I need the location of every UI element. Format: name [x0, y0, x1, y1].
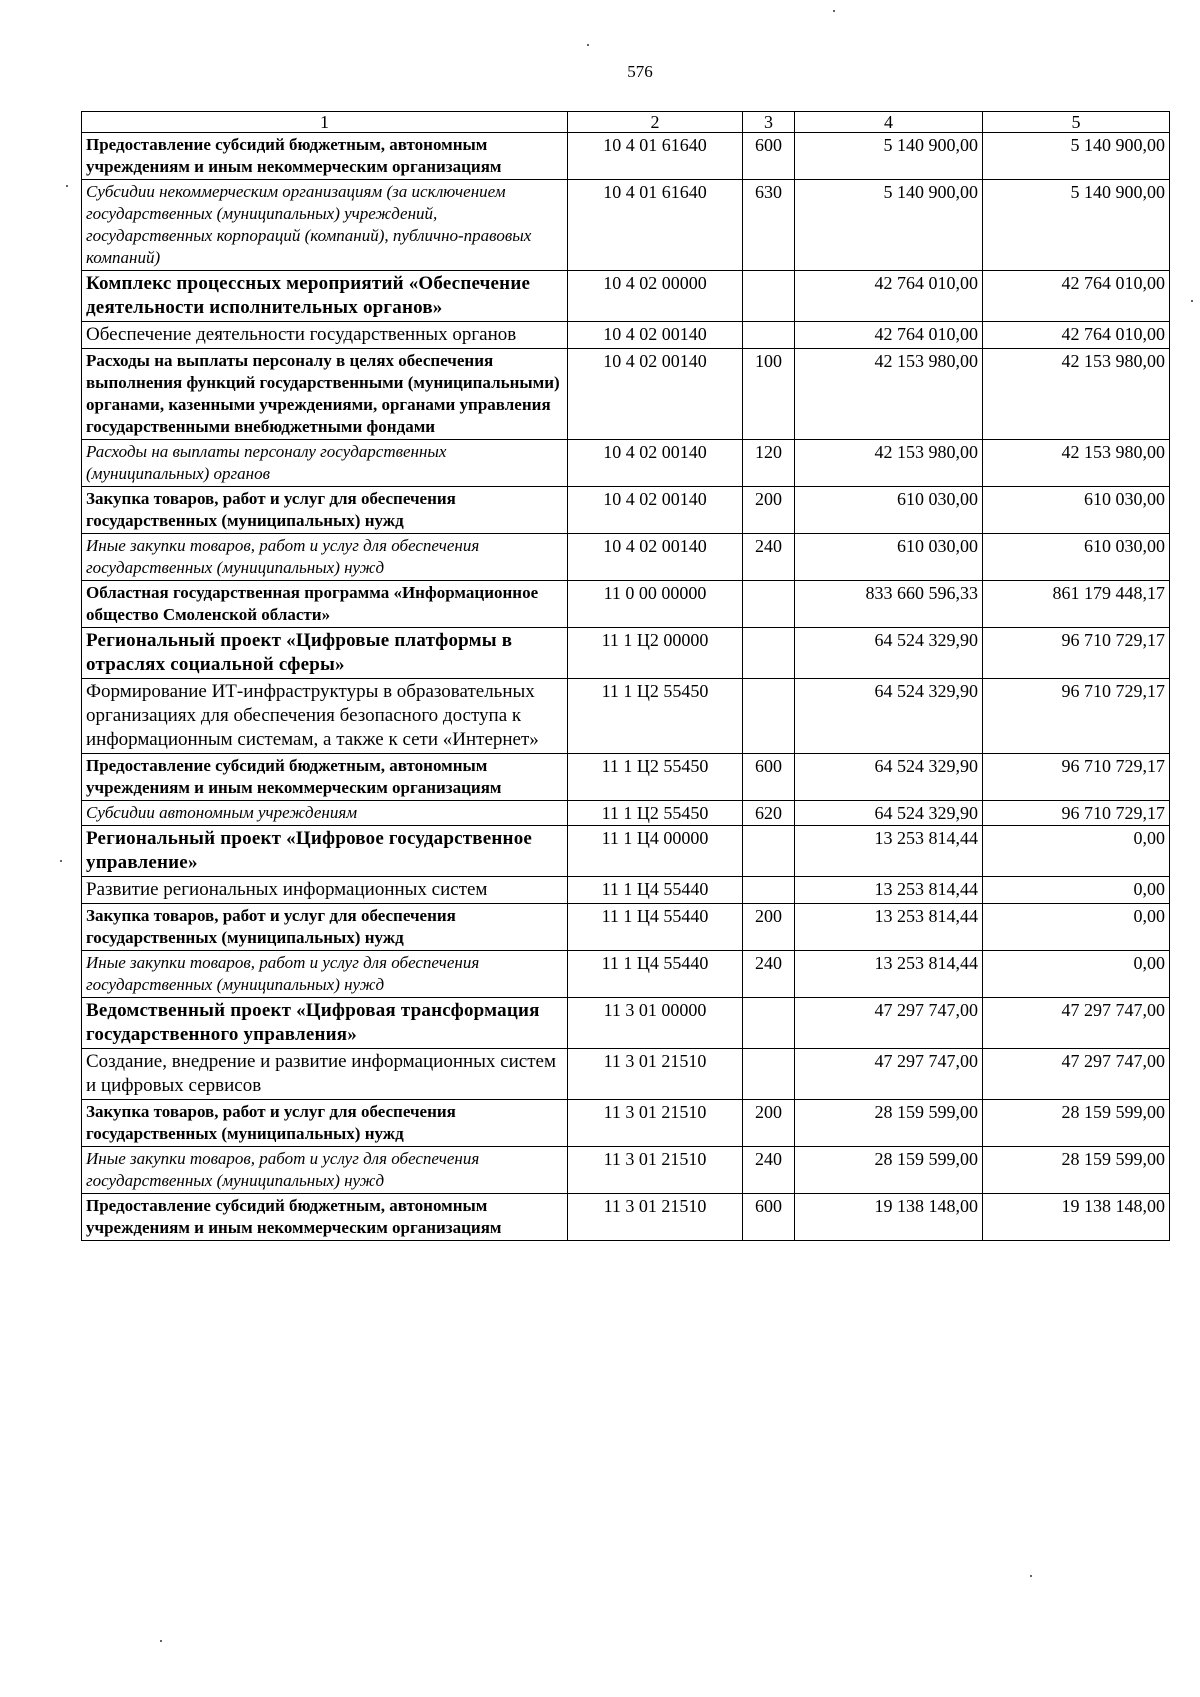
row-amount-4: 19 138 148,00 — [795, 1194, 983, 1241]
row-vr — [743, 322, 795, 349]
row-amount-5: 610 030,00 — [983, 534, 1170, 581]
row-name: Предоставление субсидий бюджетным, автономным учреждениям и иным некоммерческим организациям — [82, 1194, 568, 1241]
table-row — [82, 628, 1170, 679]
row-amount-5: 42 764 010,00 — [983, 271, 1170, 322]
row-amount-5: 5 140 900,00 — [983, 133, 1170, 180]
row-amount-4: 5 140 900,00 — [795, 133, 983, 180]
row-vr: 600 — [743, 754, 795, 801]
budget-table — [81, 111, 1170, 1241]
row-code: 11 1 Ц2 55450 — [568, 679, 743, 754]
header-col-5: 5 — [983, 112, 1170, 133]
row-name: Обеспечение деятельности государственных органов — [82, 322, 568, 349]
row-vr: 600 — [743, 1194, 795, 1241]
row-name: Развитие региональных информационных систем — [82, 877, 568, 904]
row-name: Комплекс процессных мероприятий «Обеспечение деятельности исполнительных органов» — [82, 271, 568, 322]
row-name: Создание, внедрение и развитие информационных систем и цифровых сервисов — [82, 1049, 568, 1100]
row-code: 11 0 00 00000 — [568, 581, 743, 628]
row-amount-5: 0,00 — [983, 951, 1170, 998]
row-vr: 620 — [743, 801, 795, 826]
row-code: 11 1 Ц4 55440 — [568, 877, 743, 904]
row-vr — [743, 826, 795, 877]
row-code: 10 4 01 61640 — [568, 133, 743, 180]
row-code: 11 3 01 21510 — [568, 1100, 743, 1147]
row-name: Закупка товаров, работ и услуг для обеспечения государственных (муниципальных) нужд — [82, 487, 568, 534]
row-code: 11 1 Ц2 55450 — [568, 754, 743, 801]
row-name: Предоставление субсидий бюджетным, автономным учреждениям и иным некоммерческим организациям — [82, 133, 568, 180]
scan-speck — [833, 10, 835, 12]
row-amount-4: 610 030,00 — [795, 487, 983, 534]
row-amount-4: 610 030,00 — [795, 534, 983, 581]
row-vr: 240 — [743, 534, 795, 581]
table-row — [82, 754, 1170, 801]
row-vr: 200 — [743, 904, 795, 951]
row-amount-5: 610 030,00 — [983, 487, 1170, 534]
row-amount-4: 42 764 010,00 — [795, 271, 983, 322]
row-amount-5: 861 179 448,17 — [983, 581, 1170, 628]
table-row — [82, 801, 1170, 826]
scan-speck — [60, 860, 62, 862]
row-name: Расходы на выплаты персоналу в целях обеспечения выполнения функций государственными (муниципальными) органами, казенными учреждениями, органами управления государственными внебюджетными фондами — [82, 349, 568, 440]
row-amount-5: 28 159 599,00 — [983, 1147, 1170, 1194]
table-row — [82, 133, 1170, 180]
scan-speck — [160, 1640, 162, 1642]
row-name: Предоставление субсидий бюджетным, автономным учреждениям и иным некоммерческим организациям — [82, 754, 568, 801]
row-amount-4: 28 159 599,00 — [795, 1100, 983, 1147]
row-amount-5: 42 764 010,00 — [983, 322, 1170, 349]
row-name: Иные закупки товаров, работ и услуг для обеспечения государственных (муниципальных) нужд — [82, 951, 568, 998]
row-amount-4: 13 253 814,44 — [795, 904, 983, 951]
row-vr: 200 — [743, 1100, 795, 1147]
table-row — [82, 534, 1170, 581]
row-code: 11 1 Ц2 55450 — [568, 801, 743, 826]
row-amount-4: 42 153 980,00 — [795, 349, 983, 440]
row-name: Областная государственная программа «Информационное общество Смоленской области» — [82, 581, 568, 628]
row-amount-4: 13 253 814,44 — [795, 826, 983, 877]
row-amount-5: 28 159 599,00 — [983, 1100, 1170, 1147]
row-amount-4: 42 764 010,00 — [795, 322, 983, 349]
header-col-4: 4 — [795, 112, 983, 133]
row-vr: 630 — [743, 180, 795, 271]
table-row — [82, 271, 1170, 322]
row-vr — [743, 998, 795, 1049]
header-col-1: 1 — [82, 112, 568, 133]
row-name: Иные закупки товаров, работ и услуг для обеспечения государственных (муниципальных) нужд — [82, 534, 568, 581]
page-number: 576 — [627, 62, 653, 81]
table-row — [82, 581, 1170, 628]
row-amount-4: 64 524 329,90 — [795, 679, 983, 754]
table-row — [82, 951, 1170, 998]
scan-speck — [66, 185, 68, 187]
row-vr — [743, 628, 795, 679]
scan-speck — [1191, 300, 1193, 302]
row-vr — [743, 271, 795, 322]
row-vr: 200 — [743, 487, 795, 534]
row-amount-5: 0,00 — [983, 904, 1170, 951]
row-amount-4: 5 140 900,00 — [795, 180, 983, 271]
row-name: Региональный проект «Цифровые платформы в отраслях социальной сферы» — [82, 628, 568, 679]
table-row — [82, 1100, 1170, 1147]
row-code: 11 1 Ц2 00000 — [568, 628, 743, 679]
row-amount-5: 0,00 — [983, 826, 1170, 877]
table-row — [82, 904, 1170, 951]
row-amount-4: 47 297 747,00 — [795, 998, 983, 1049]
row-vr: 240 — [743, 951, 795, 998]
row-amount-4: 833 660 596,33 — [795, 581, 983, 628]
row-amount-5: 42 153 980,00 — [983, 440, 1170, 487]
table-row — [82, 349, 1170, 440]
row-vr: 600 — [743, 133, 795, 180]
row-amount-5: 96 710 729,17 — [983, 754, 1170, 801]
row-code: 11 3 01 00000 — [568, 998, 743, 1049]
row-code: 11 3 01 21510 — [568, 1049, 743, 1100]
row-amount-4: 28 159 599,00 — [795, 1147, 983, 1194]
row-name: Субсидии автономным учреждениям — [82, 801, 568, 826]
row-code: 11 1 Ц4 00000 — [568, 826, 743, 877]
row-amount-4: 64 524 329,90 — [795, 801, 983, 826]
row-name: Закупка товаров, работ и услуг для обеспечения государственных (муниципальных) нужд — [82, 904, 568, 951]
table-row — [82, 440, 1170, 487]
table-row — [82, 1147, 1170, 1194]
row-amount-5: 5 140 900,00 — [983, 180, 1170, 271]
row-vr — [743, 1049, 795, 1100]
row-name: Расходы на выплаты персоналу государственных (муниципальных) органов — [82, 440, 568, 487]
table-row — [82, 998, 1170, 1049]
row-code: 11 1 Ц4 55440 — [568, 951, 743, 998]
row-amount-4: 13 253 814,44 — [795, 951, 983, 998]
row-amount-5: 19 138 148,00 — [983, 1194, 1170, 1241]
row-name: Региональный проект «Цифровое государственное управление» — [82, 826, 568, 877]
row-name: Субсидии некоммерческим организациям (за исключением государственных (муниципальных) учреждений, государственных корпораций (компаний), публично-правовых компаний) — [82, 180, 568, 271]
table-row — [82, 322, 1170, 349]
row-code: 10 4 02 00140 — [568, 440, 743, 487]
row-code: 11 3 01 21510 — [568, 1147, 743, 1194]
row-vr: 240 — [743, 1147, 795, 1194]
row-amount-4: 64 524 329,90 — [795, 754, 983, 801]
row-amount-5: 96 710 729,17 — [983, 801, 1170, 826]
row-code: 10 4 02 00000 — [568, 271, 743, 322]
row-code: 10 4 02 00140 — [568, 487, 743, 534]
table-row — [82, 180, 1170, 271]
table-row — [82, 1194, 1170, 1241]
row-vr — [743, 679, 795, 754]
row-code: 11 3 01 21510 — [568, 1194, 743, 1241]
row-code: 10 4 02 00140 — [568, 349, 743, 440]
row-amount-5: 47 297 747,00 — [983, 1049, 1170, 1100]
row-name: Ведомственный проект «Цифровая трансформация государственного управления» — [82, 998, 568, 1049]
row-vr: 100 — [743, 349, 795, 440]
row-name: Закупка товаров, работ и услуг для обеспечения государственных (муниципальных) нужд — [82, 1100, 568, 1147]
row-code: 10 4 02 00140 — [568, 322, 743, 349]
table-header-row — [82, 112, 1170, 133]
row-code: 10 4 01 61640 — [568, 180, 743, 271]
row-name: Формирование ИТ-инфраструктуры в образовательных организациях для обеспечения безопасного доступа к информационным системам, а также к сети «Интернет» — [82, 679, 568, 754]
table-row — [82, 826, 1170, 877]
row-amount-4: 42 153 980,00 — [795, 440, 983, 487]
row-code: 10 4 02 00140 — [568, 534, 743, 581]
header-col-2: 2 — [568, 112, 743, 133]
row-amount-4: 64 524 329,90 — [795, 628, 983, 679]
row-name: Иные закупки товаров, работ и услуг для обеспечения государственных (муниципальных) нужд — [82, 1147, 568, 1194]
row-amount-5: 96 710 729,17 — [983, 679, 1170, 754]
table-row — [82, 679, 1170, 754]
row-code: 11 1 Ц4 55440 — [568, 904, 743, 951]
row-amount-5: 47 297 747,00 — [983, 998, 1170, 1049]
row-vr — [743, 877, 795, 904]
row-vr: 120 — [743, 440, 795, 487]
row-amount-5: 96 710 729,17 — [983, 628, 1170, 679]
row-amount-4: 13 253 814,44 — [795, 877, 983, 904]
row-amount-4: 47 297 747,00 — [795, 1049, 983, 1100]
table-row — [82, 877, 1170, 904]
row-vr — [743, 581, 795, 628]
table-row — [82, 487, 1170, 534]
header-col-3: 3 — [743, 112, 795, 133]
row-amount-5: 0,00 — [983, 877, 1170, 904]
row-amount-5: 42 153 980,00 — [983, 349, 1170, 440]
table-row — [82, 1049, 1170, 1100]
scan-speck — [1030, 1575, 1032, 1577]
scan-speck — [587, 44, 589, 46]
